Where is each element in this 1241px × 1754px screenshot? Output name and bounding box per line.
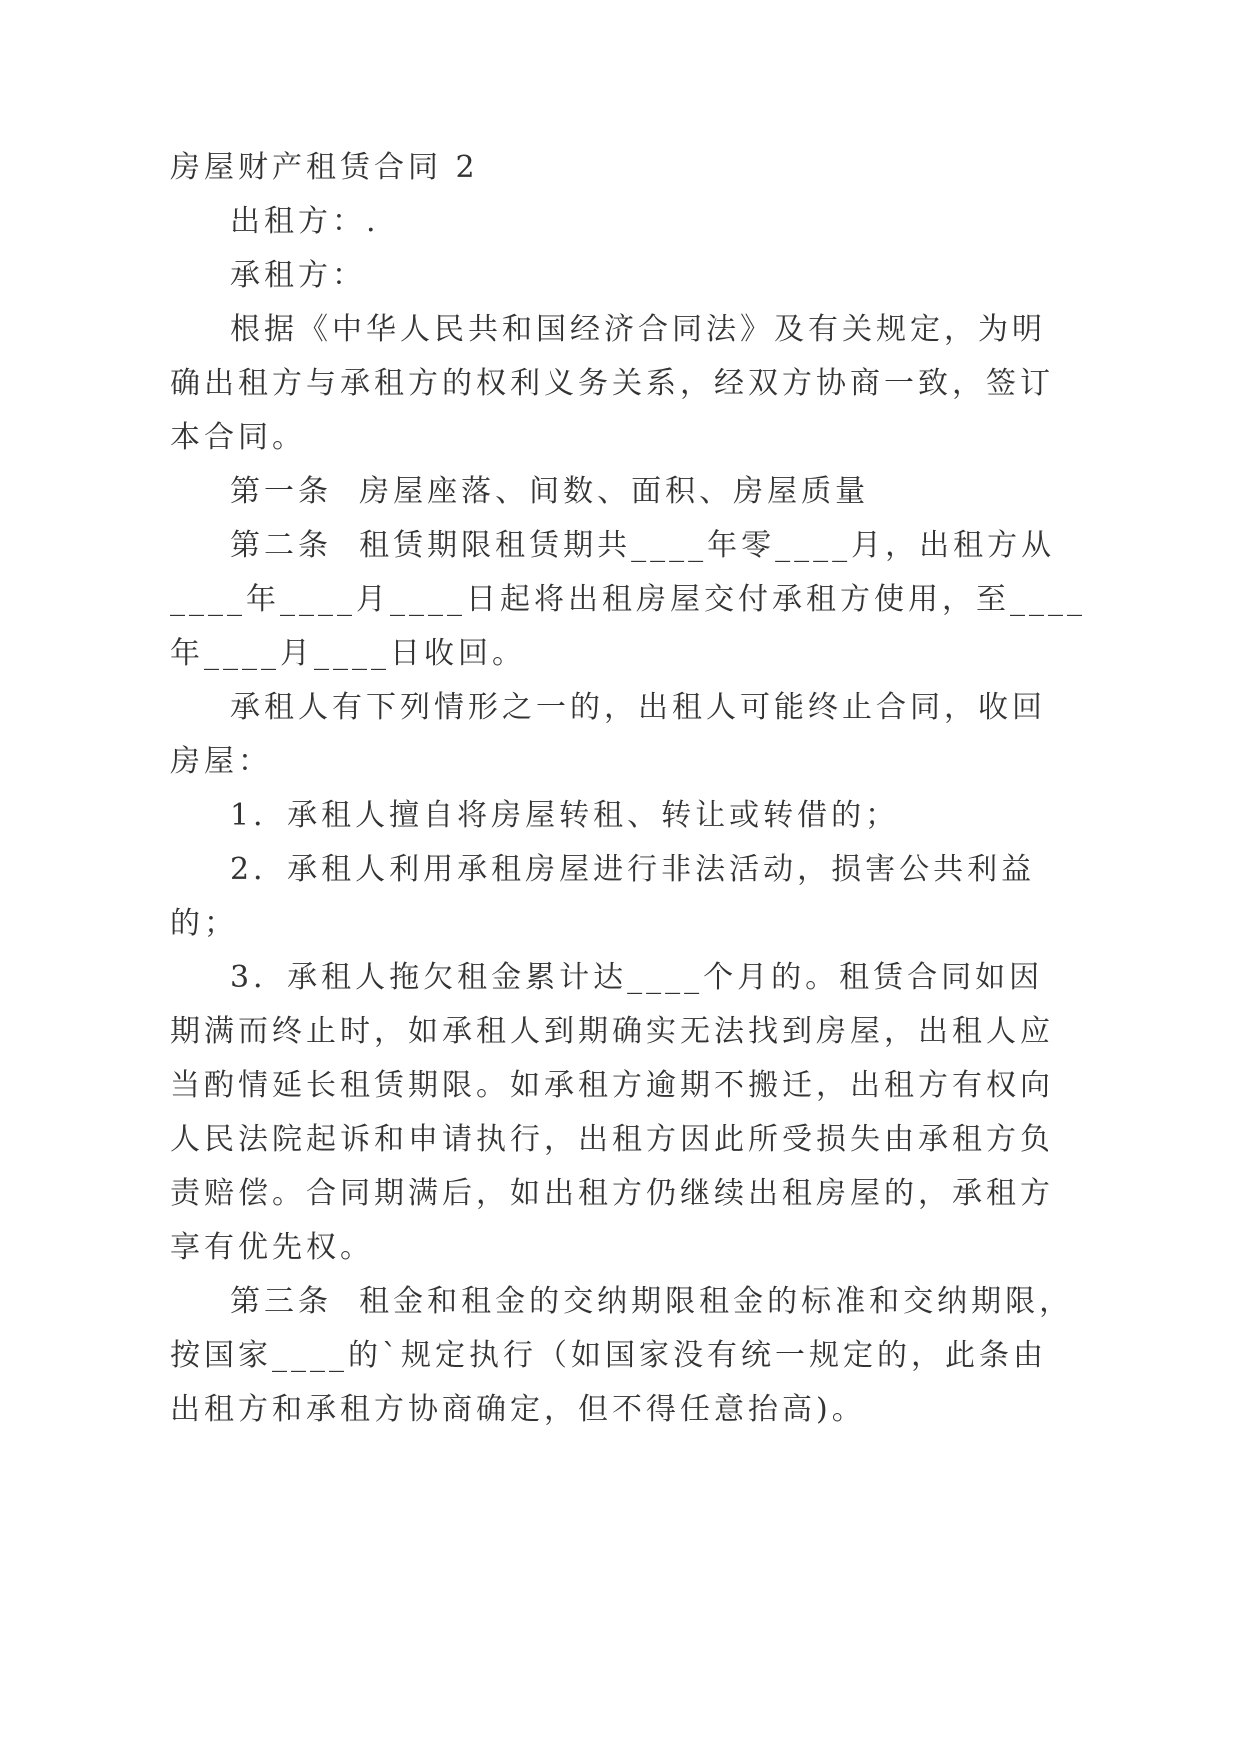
preamble-line: 根据《中华人民共和国经济合同法》及有关规定，为明 [230,312,1046,347]
clause-item-3-line: 3．承租人拖欠租金累计达____个月的。租赁合同如因 [230,960,1044,995]
article-3-line: 按国家____的`规定执行（如国家没有统一规定的，此条由 [170,1338,1047,1373]
clause-item-1: 1．承租人擅自将房屋转租、转让或转借的； [230,798,900,833]
article-3-line: 第三条 租金和租金的交纳期限租金的标准和交纳期限， [230,1284,1074,1319]
termination-intro-line: 承租人有下列情形之一的，出租人可能终止合同，收回 [230,690,1046,725]
clause-item-2-line: 的； [170,906,238,941]
termination-intro-line: 房屋： [170,744,272,779]
clause-item-3-line: 享有优先权。 [170,1230,374,1265]
article-2-line: 年____月____日收回。 [170,636,526,671]
article-2-line: ____年____月____日起将出租房屋交付承租方使用，至____ [170,582,1086,617]
clause-item-3-line: 期满而终止时，如承租人到期确实无法找到房屋，出租人应 [170,1014,1054,1049]
clause-item-3-line: 人民法院起诉和申请执行，出租方因此所受损失由承租方负 [170,1122,1054,1157]
lessor-line: 出租方：. [230,204,380,239]
document-title: 房屋财产租赁合同 2 [170,150,479,185]
preamble-line: 确出租方与承租方的权利义务关系，经双方协商一致，签订 [170,366,1054,401]
clause-item-3-line: 当酌情延长租赁期限。如承租方逾期不搬迁，出租方有权向 [170,1068,1054,1103]
preamble-line: 本合同。 [170,420,306,455]
lessee-line: 承租方： [230,258,366,293]
clause-item-2-line: 2．承租人利用承租房屋进行非法活动，损害公共利益 [230,852,1036,887]
clause-item-3-line: 责赔偿。合同期满后，如出租方仍继续出租房屋的，承租方 [170,1176,1054,1211]
article-2-line: 第二条 租赁期限租赁期共____年零____月，出租方从 [230,528,1056,563]
article-1-heading: 第一条 房屋座落、间数、面积、房屋质量 [230,474,870,509]
article-3-line: 出租方和承租方协商确定，但不得任意抬高)。 [170,1392,866,1427]
